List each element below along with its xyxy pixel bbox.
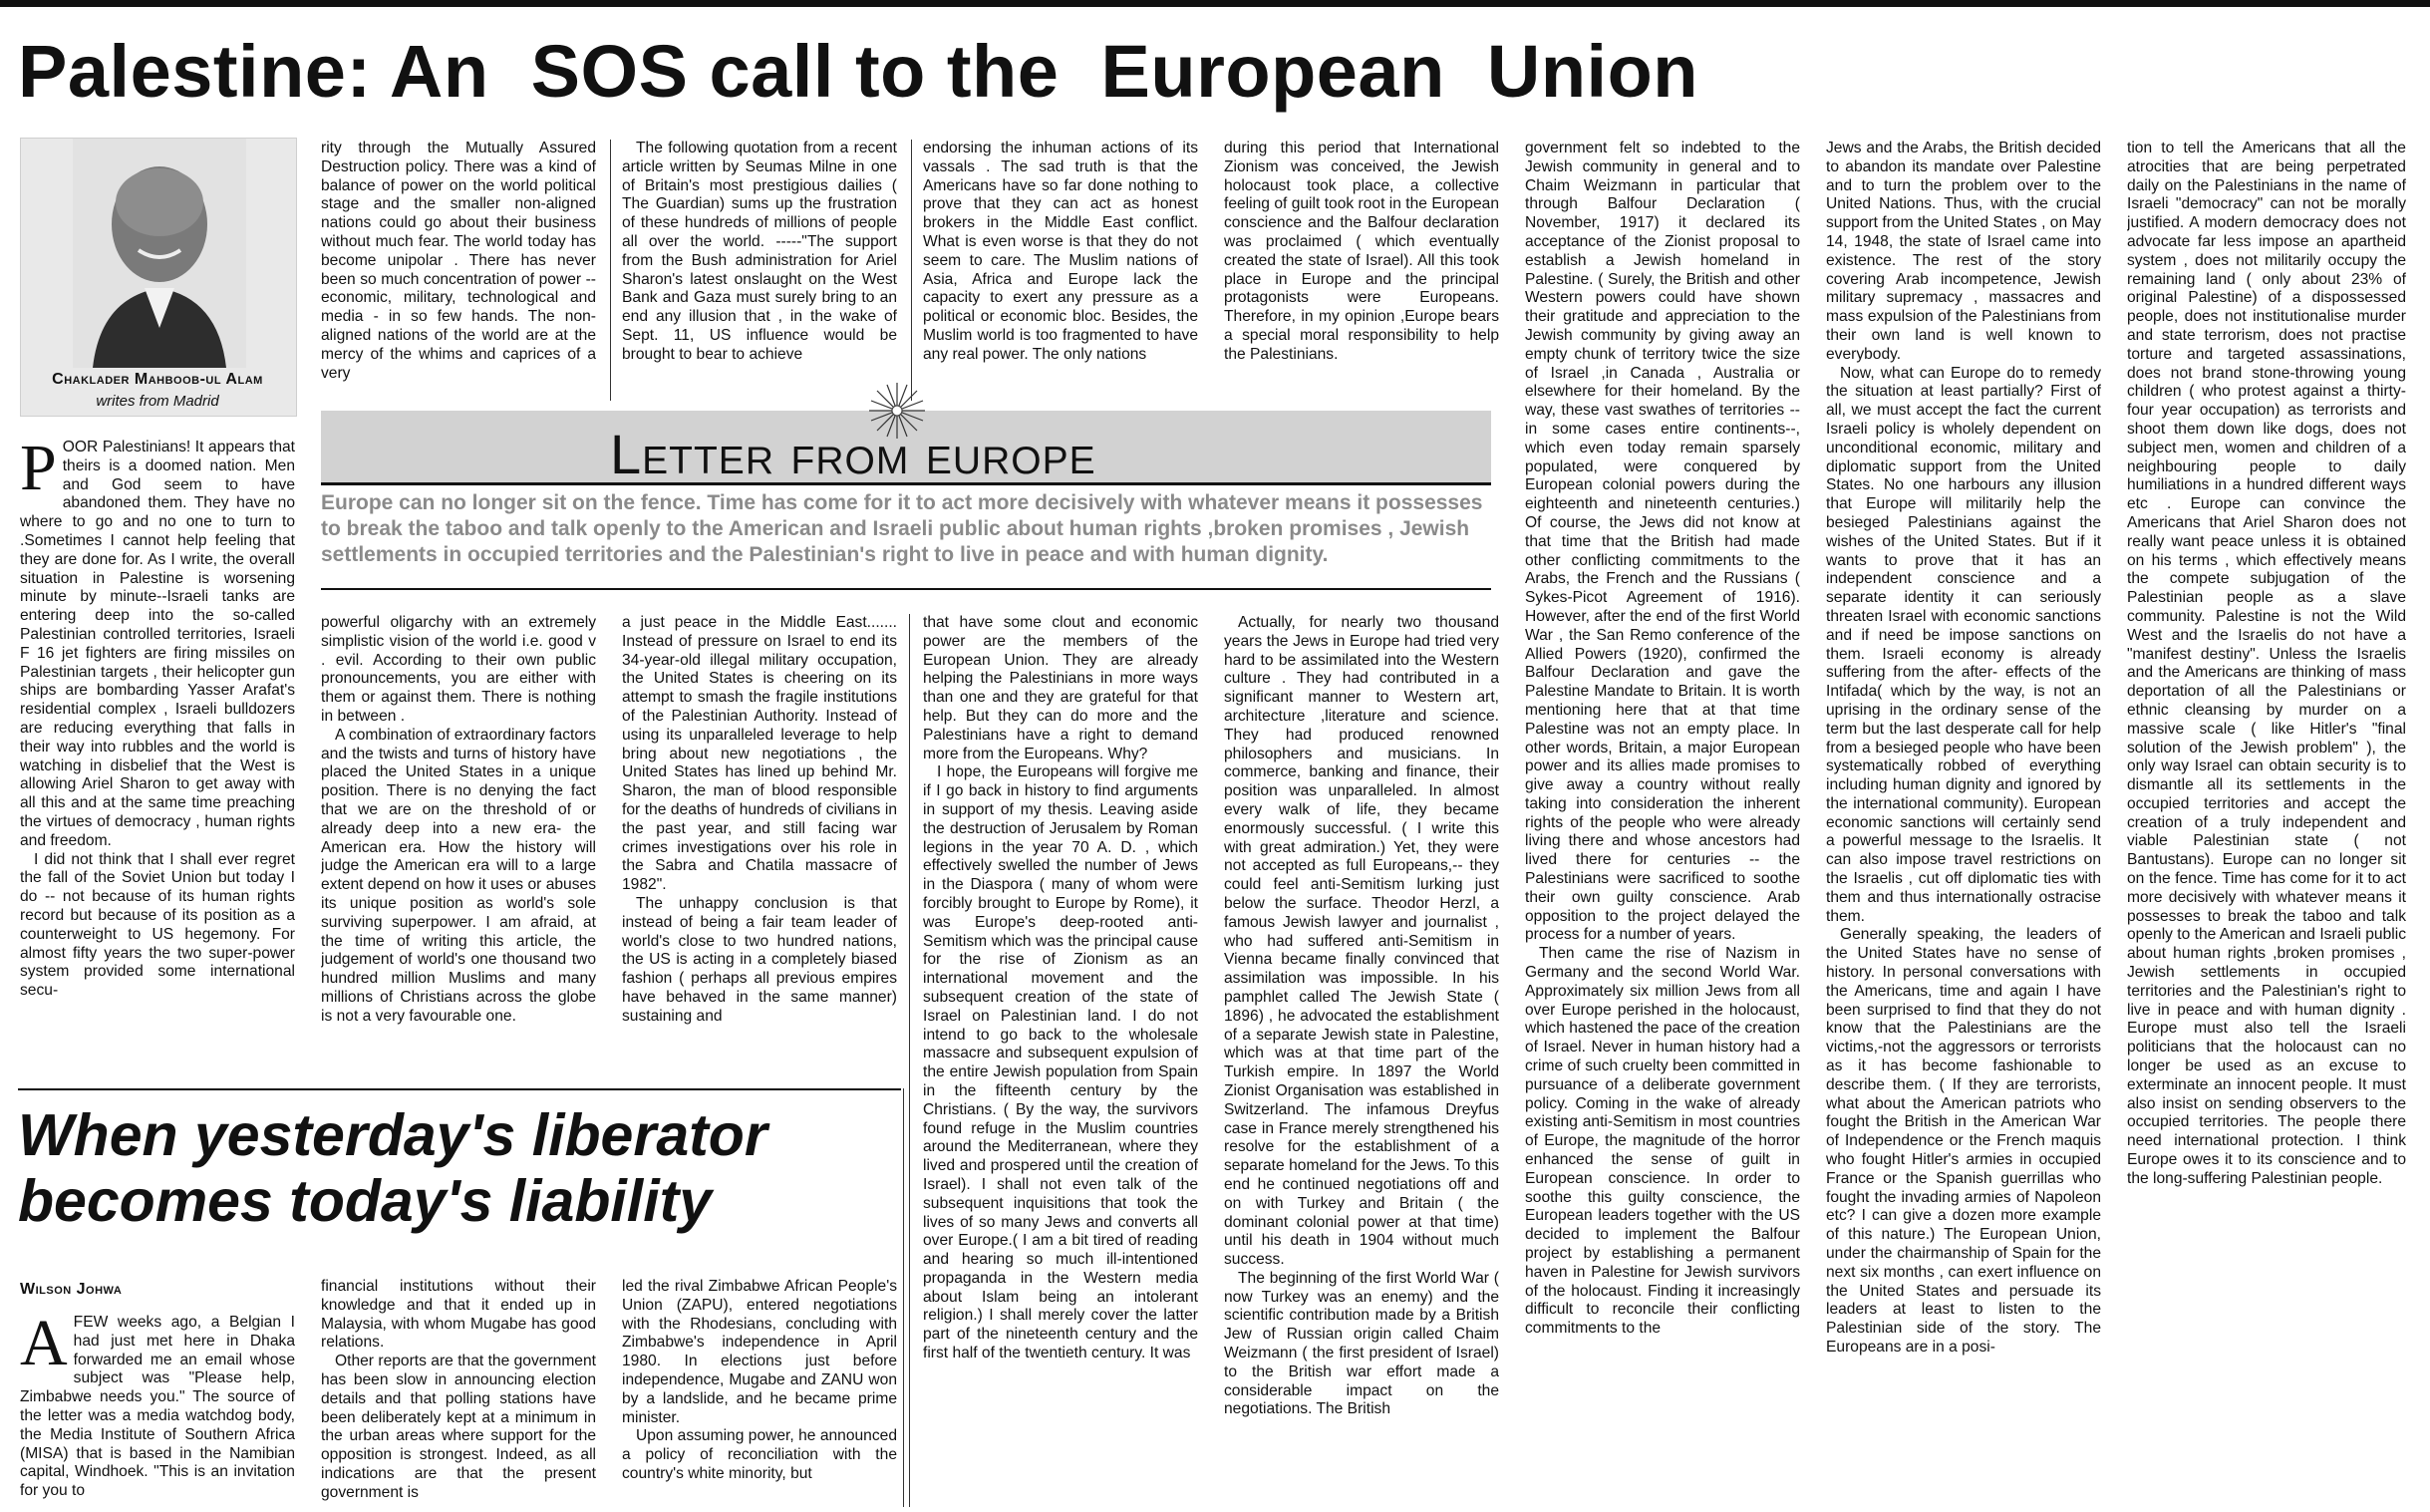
story2-headline: When yesterday's liberator becomes today's liability: [18, 1102, 767, 1234]
story1-col4-para-2: I hope, the Europeans will forgive me if I go back in history to find arguments in support of my thesis. Leaving aside the destruction of Jerusalem by Roman legions in the year 70 A. D. , which effectively swelled the number of Jews in the Diaspora ( many of whom were forcibly brought to Europe by Rome), it was Europe's deep-rooted anti-Semitism which was the principal cause for the rise of Zionism as an international movement and the subsequent creation of the state of Israel on Palestinian land. I do not intend to go back to the wholesale massacre and subsequent expulsion of the entire Jewish population from Spain in the fifteenth century by the Christians. ( By the way, the survivors found refuge in the Muslim countries around the Mediterranean, where they lived and prospered until the creation of Israel). I shall not even talk of the subsequent inquisitions that took the lives of so many Jews and converts all over Europe.( I am a bit tired of reading and hearing so much ill-intentioned propaganda in the Western media about Islam being an intolerant religion.) I shall merely cover the latter part of the nineteenth century and the first half of the twentieth century. It was: [923, 763, 1198, 1362]
story1-col1-para-1: OOR Palestinians! It appears that theirs is a doomed nation. Men and God seem to have abandoned them. They have no where to go and no one to turn to .Sometimes I cannot help feeling that they are done for. As I write, the overall situation in Palestine is worsening minute by minute--Israeli tanks are entering deep into the so-called Palestinian controlled territories, Israeli F 16 jet fighters are firing missiles on Palestinian targets , their helicopter gun ships are bombarding Yasser Arafat's residential complex , Israeli bulldozers are reducing everything that falls in their way into rubbles and the world is watching in disbelief that the West is allowing Ariel Sharon to get away with all this and at the same time preaching the virtues of democracy , human rights and freedom.: [20, 439, 295, 849]
story-separator-rule: [18, 1088, 901, 1090]
story1-column-7: [1826, 140, 2101, 1507]
story1-col6-para-1: government felt so indebted to the Jewish community in general and to Chaim Weizmann in particular that through Balfour Declaration ( November, 1917) it declared its acceptance of the Zionist proposal to establish a Jewish homeland in Palestine. ( Surely, the British and other Western powers could have shown their gratitude and appreciation to the Jewish community by giving away an empty chunk of territory twice the size of Israel ,in Canada , Australia or elsewhere for their homeland. By the way, these vast swathes of territories -- in some cases entire continents--, which even today remain sparsely populated, were conquered by European colonial powers during the eighteenth and nineteenth centuries.) Of course, the Jews did not know at that time that the British had made other conflicting commitments to the Arabs, the French and the Russians ( Sykes-Picot Agreement of 1916). However, after the end of the first World War , the San Remo conference of the Allied Powers (1920), confirmed the Balfour Declaration and gave the Palestine Mandate to Britain. It is worth mentioning here that at that time Palestine was not an empty place. In other words, Britain, a major European power and its allies made promises to give away a country without really taking into consideration the inherent rights of the people who were already living there and whose ancestors had lived there for centuries -- the Palestinians were sacrificed to soothe their own guilty conscience. Arab opposition to the project delayed the process for a number of years.: [1525, 140, 1800, 944]
story1-col2-para-1: powerful oligarchy with an extremely simplistic vision of the world i.e. good v . evil. According to their own public pronouncements, you are either with them or against them. There is nothing in between .: [321, 614, 596, 725]
story1-column-1: [20, 439, 295, 1068]
column-rule: [909, 614, 910, 1507]
story1-col3-upper-text: The following quotation from a recent article written by Seumas Milne in one of Britain's most prestigious dailies ( The Guardian) sums up the frustration of these hundreds of millions of people all over the world. -----"The support from the Bush administration for Ariel Sharon's latest onslaught on the West Bank and Gaza must surely bring to an end any illusion that , in the wake of Sept. 11, US influence would be brought to bear to achieve: [622, 140, 897, 363]
author-name: Chaklader Mahboob-ul Alam: [52, 371, 263, 388]
story2-column-3: [622, 1278, 897, 1507]
story1-col7-para-1: Jews and the Arabs, the British decided to abandon its mandate over Palestine and to turn the problem over to the United Nations. Thus, with the crucial support from the United States , on May 14, 1948, the state of Israel came into existence. The rest of the story covering Arab incompetence, Jewish military supremacy , massacres and mass expulsion of the Palestinians from their own land is well known to everybody.: [1826, 140, 2101, 363]
story1-column-5-upper: [1224, 140, 1499, 401]
story1-col4-para-1: that have some clout and economic power are the members of the European Union. They are already helping the Palestinians in more ways than one and they are grateful for that help. But they can do more and the Palestinians have a right to demand more from the Europeans. Why?: [923, 614, 1198, 762]
author-dateline: writes from Madrid: [96, 393, 219, 410]
story1-column-8: [2127, 140, 2406, 1507]
story1-col5-para-1: Actually, for nearly two thousand years the Jews in Europe had tried very hard to be assimilated into the Western culture . They had contributed in a significant manner to Western art, architecture ,literature and science. They had produced renowned philosophers and musicians. In commerce, banking and finance, their position was unparalleled. In almost every walk of life, they became enormously successful. ( I write this with great admiration.) Yet, they were not accepted as full Europeans,-- they could feel anti-Semitism lurking just below the surface. Theodor Herzl, a famous Jewish lawyer and journalist , who had suffered anti-Semitism in Vienna became finally convinced that assimilation was impossible. In his pamphlet called The Jewish State ( 1896) , he advocated the establishment of a separate Jewish state in Palestine, which was at that time part of the Turkish empire. In 1897 the World Zionist Organisation was established in Switzerland. The infamous Dreyfus case in France merely strengthened his resolve for the establishment of a separate homeland for the Jews. To this end he continued negotiations off and on with Turkey and Britain ( the dominant colonial power at that time) until his death in 1904 without much success.: [1224, 614, 1499, 1269]
story2-col3-para-1: led the rival Zimbabwe African People's Union (ZAPU), entered negotiations with the Rhodesians, concluding with Zimbabwe's independence in April 1980. In elections just before independence, Mugabe and ZANU won by a landslide, and he became prime minister.: [622, 1278, 897, 1426]
story2-col2-para-1: financial institutions without their knowledge and that it ended up in Malaysia, with whom Mugabe has good relations.: [321, 1278, 596, 1352]
story1-column-5-lower: [1224, 614, 1499, 1507]
story2-col2-para-2: Other reports are that the government has been slow in announcing election details and that polling stations have been deliberately kept at a minimum in the urban areas where support for the opposition is strongest. Indeed, as all indications are that the present government is: [321, 1353, 596, 1501]
banner-standfirst: Europe can no longer sit on the fence. Time has come for it to act more decisively with whatever means it possesses to break the taboo and talk openly to the American and Israeli public about human rights ,broken promises , Jewish settlements in occupied territories and the Palestinian's right to live in peace and with human dignity.: [321, 491, 1483, 566]
story1-col2-upper-text: rity through the Mutually Assured Destruction policy. There was a kind of balance of power on the world political stage and the smaller non-aligned nations could go about their business without much fear. The world today has become unipolar . There has never been so much concentration of power --economic, military, technological and media - in so few hands. The non-aligned nations of the world are at the mercy of the whims and caprices of a very: [321, 140, 596, 382]
story1-col8-para-1: tion to tell the Americans that all the atrocities that are being perpetrated daily on the Palestinians in the name of Israeli "democracy" can not be morally justified. A modern democracy does not advocate far less impose an apartheid system , does not militarily occupy the remaining land ( only about 23% of original Palestine) of a dispossessed people, does not institutionalise murder and state terrorism, does not practise torture and targeted assassinations, does not brand stone-throwing young children ( who protest against a thirty-four year occupation) as terrorists and shoot them down like dogs, does not subject men, women and children of a neighbouring people to daily humiliations in a hundred different ways etc . Europe can convince the Americans that Ariel Sharon does not really want peace unless it is obtained on his terms , which effectively means the compete subjugation of the Palestinian people as a slave community. Palestine is not the Wild West and the Israelis do not have a "manifest destiny". Unless the Israelis and the Americans are thinking of mass deportation of all the Palestinians or ethnic cleansing by murder on a massive scale ( like Hitler's "final solution of the Jewish problem" ), the only way Israel can obtain security is to dismantle all its settlements in the occupied territories and accept the creation of a truly independent and viable Palestinian state ( not Bantustans). Europe can no longer sit on the fence. Time has come for it to act more decisively with whatever means it possesses to break the taboo and talk openly to the American and Israeli public about human rights ,broken promises , Jewish settlements in occupied territories and the Palestinian's right to live in peace and with human dignity . Europe must also tell the Israeli politicians that the holocaust can no longer be used as an excuse to exterminate an innocent people. It must also insist on sending observers to the occupied territories. The people there need international protection. I think Europe owes it to its conscience and to the long-suffering Palestinian people.: [2127, 140, 2406, 1187]
story1-col2-para-2: A combination of extraordinary factors and the twists and turns of history have placed the United States in a unique position. There is no denying the fact that we are on the threshold of or already deep into a new era- the American era. How the history will judge the American era will to a large extent depend on how it uses or abuses its unique position as world's sole surviving superpower. I am afraid, at the time of writing this article, the judgement of world's one thousand two hundred million Muslims and many millions of Christians across the globe is not a very favourable one.: [321, 726, 596, 1025]
story1-column-2-lower: [321, 614, 596, 1068]
story1-col5-upper-text: during this period that International Zionism was conceived, the Jewish holocaust took place, a collective feeling of guilt took root in the European conscience and the Balfour declaration was proclaimed ( which eventually created the state of Israel). All this took place in Europe and the principal protagonists were Europeans. Therefore, in my opinion ,Europe bears a special moral responsibility to help the Palestinians.: [1224, 140, 1499, 363]
story1-col7-para-2: Now, what can Europe do to remedy the situation at least partially? First of all, we must accept the fact the current Israeli policy is wholely dependent on unconditional economic, military and diplomatic support from the United States. No one harbours any illusion that Europe will militarily help the besieged Palestinians against the wishes of the United States. But if it wants to prove that it has an independent conscience and a separate identity it can seriously threaten Israel with economic sanctions and if need be impose sanctions on them. Israeli economy is already suffering from the after- effects of the Intifada( which by the way, is not an uprising in the ordinary sense of the term but the last desperate call for help from a besieged people who have been systematically robbed of everything including human dignity and ignored by the international community). European economic sanctions will certainly send a powerful message to the Israelis. It can also impose travel restrictions on the Israelis , cut off diplomatic ties with them and thus internationally ostracise them.: [1826, 364, 2101, 925]
story-box-rule: [903, 1088, 904, 1507]
banner-underline: [321, 588, 1491, 590]
page-headline: Palestine: An SOS call to the European Union: [18, 30, 1699, 113]
story1-column-3-upper: [622, 140, 897, 401]
story1-col1-para-2: I did not think that I shall ever regret the fall of the Soviet Union but today I do -- not because of its human rights record but because of its position as a counterweight to US hegemony. For almost fifty years the two super-power system provided some international secu-: [20, 850, 295, 1000]
story1-col4-upper-text: endorsing the inhuman actions of its vassals . The sad truth is that the Americans have so far done nothing to prove that they can act as honest brokers in the Middle East conflict. What is even worse is that they do not seem to care. The Muslim nations of Asia, Africa and Europe lack the capacity to exert any pressure as a political or economic bloc. Besides, the Muslim world is too fragmented to have any real power. The only nations: [923, 140, 1198, 363]
story1-col5-para-2: The beginning of the first World War ( now Turkey was an enemy) and the scientific contribution made by a British Jew of Russian origin called Chaim Weizmann ( the first president of Israel) to the British war effort made a considerable impact on the negotiations. The British: [1224, 1269, 1499, 1418]
story2-byline: Wilson Johwa: [20, 1281, 123, 1298]
story1-col3-para-1: a just peace in the Middle East....... Instead of pressure on Israel to end its 34-year-old illegal military occupation, the United States is cheering on its attempt to smash the fragile institutions of the Palestinian Authority. Instead of using its unparalleled leverage to help bring about new negotiations , the United States has lined up behind Mr. Sharon, the man of blood responsible for the deaths of hundreds of civilians in the past year, and still facing war crimes investigations over his role in the Sabra and Chatila massacre of 1982".: [622, 614, 897, 894]
story2-column-1: [20, 1314, 295, 1507]
story1-column-4-lower: [923, 614, 1198, 1507]
story1-column-3-lower: [622, 614, 897, 1068]
column-rule: [610, 140, 611, 401]
story1-column-4-upper: [923, 140, 1198, 401]
story2-col1-text: FEW weeks ago, a Belgian I had just met here in Dhaka forwarded me an email whose subject was "Please help, Zimbabwe needs you." The source of the letter was a media watchdog body, the Media Institute of Southern Africa (MISA) that is based in the Namibian capital, Windhoek. "This is an invitation for you to: [20, 1314, 295, 1500]
story1-col3-para-2: The unhappy conclusion is that instead of being a fair team leader of world's close to two hundred nations, the US is acting in a completely biased fashion ( perhaps all previous empires have behaved in the same manner) sustaining and: [622, 894, 897, 1025]
story1-col6-para-2: Then came the rise of Nazism in Germany and the second World War. Approximately six million Jews from all over Europe perished in the holocaust, which hastened the pace of the creation of Israel. Never in human history had a crime of such cruelty been committed in pursuance of a deliberate government policy. Coming in the wake of already existing anti-Semitism in most countries of Europe, the magnitude of the horror enhanced the sense of guilt in European conscience. In order to soothe this guilty conscience, the European leaders together with the US decided to implement the Balfour project by establishing a permanent haven in Palestine for Jewish survivors of the holocaust. Finding it increasingly difficult to reconcile their conflicting commitments to the: [1525, 945, 1800, 1338]
story1-column-2-upper: [321, 140, 596, 401]
author-photo: [21, 139, 296, 368]
column-rule: [911, 140, 912, 401]
story1-dropcap: P: [20, 439, 57, 504]
top-rule: [0, 0, 2430, 7]
story1-column-6: [1525, 140, 1800, 1507]
story2-column-2: [321, 1278, 596, 1507]
story1-col7-para-3: Generally speaking, the leaders of the United States have no sense of history. In personal conversations with the Americans, time and again I have been surprised to find that they do not know that the Palestinians are the victims,-not the aggressors or terrorists as it has become fashionable to describe them. ( If they are terrorists, what about the American patriots who fought the British in the American War of Independence or the French maquis who fought Hitler's armies in occupied France or the Spanish guerrillas who fought the invading armies of Napoleon etc? I can give a dozen more example of this nature.) The European Union, under the chairmanship of Spain for the next six months , can exert influence on the United States and persuade its leaders at least to listen to the Palestinian side of the story. The Europeans are in a posi-: [1826, 926, 2101, 1356]
story2-dropcap: A: [20, 1314, 68, 1379]
story2-col3-para-2: Upon assuming power, he announced a policy of reconciliation with the country's white minority, but: [622, 1427, 897, 1482]
banner-title: Letter from europe: [610, 423, 1096, 485]
